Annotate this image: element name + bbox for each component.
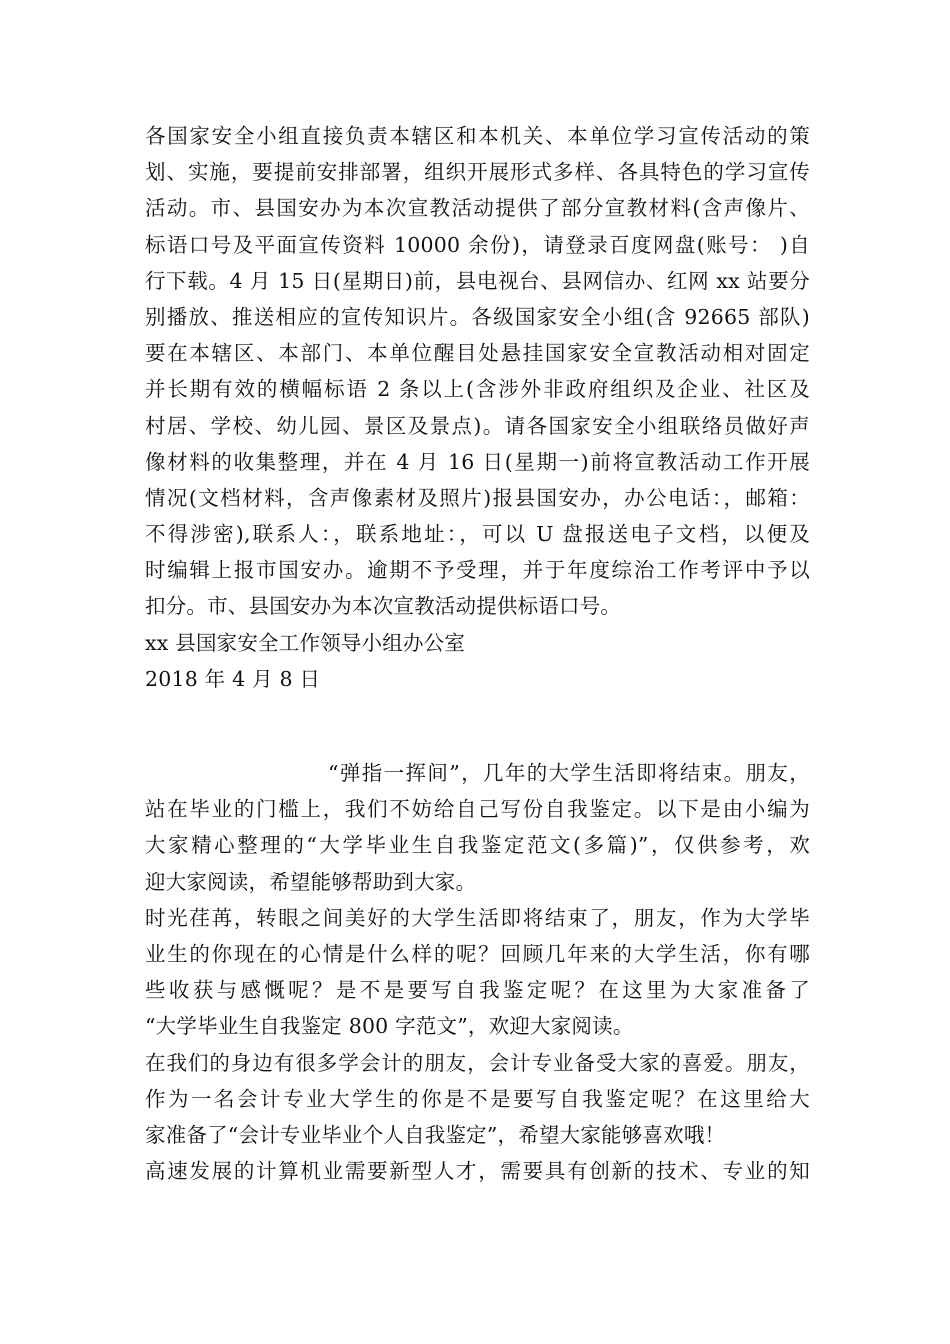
text-line: “大学毕业生自我鉴定 800 字范文”，欢迎大家阅读。 — [145, 1014, 634, 1039]
text-line: 各国家安全小组直接负责本辖区和本机关、本单位学习宣传活动的策 — [145, 124, 810, 148]
text-line: 时编辑上报市国安办。逾期不予受理，并于年度综治工作考评中予以 — [145, 558, 810, 583]
text-line: 家准备了“会计专业毕业个人自我鉴定”，希望大家能够喜欢哦！ — [145, 1122, 726, 1147]
text-line: 别播放、推送相应的宣传知识片。各级国家安全小组(含 92665 部队) — [145, 304, 810, 329]
text-line: 并长期有效的横幅标语 2 条以上(含涉外非政府组织及企业、社区及 — [145, 377, 810, 402]
text-line: 迎大家阅读，希望能够帮助到大家。 — [145, 869, 477, 894]
text-line: 在我们的身边有很多学会计的朋友，会计专业备受大家的喜爱。朋友， — [145, 1050, 810, 1075]
text-line: 情况(文档材料，含声像素材及照片)报县国安办，办公电话：，邮箱： — [145, 485, 810, 510]
text-line: 高速发展的计算机业需要新型人才，需要具有创新的技术、专业的知 — [145, 1159, 810, 1184]
text-line: 扣分。市、县国安办为本次宣教活动提供标语口号。 — [145, 594, 622, 619]
text-line: 不得涉密),联系人：，联系地址：，可以 U 盘报送电子文档，以便及 — [145, 522, 810, 547]
text-line: 些收获与感慨呢？是不是要写自我鉴定呢？在这里为大家准备了 — [145, 978, 810, 1003]
text-line: 标语口号及平面宣传资料 10000 余份)，请登录百度网盘(账号： )自 — [145, 232, 810, 257]
text-line: 行下载。4 月 15 日(星期日)前，县电视台、县网信办、红网 xx 站要分 — [145, 268, 810, 293]
document-page — [145, 118, 810, 1189]
intro-paragraph — [145, 755, 810, 900]
text-line: 作为一名会计专业大学生的你是不是要写自我鉴定呢？在这里给大 — [145, 1086, 810, 1111]
text-line: 站在毕业的门槛上，我们不妨给自己写份自我鉴定。以下是由小编为 — [145, 797, 810, 822]
paragraph-accounting — [145, 1045, 810, 1190]
date: 2018 年 4 月 8 日 — [145, 666, 321, 691]
text-line: 村居、学校、幼儿园、景区及景点)。请各国家安全小组联络员做好声 — [145, 413, 810, 438]
text-line: 活动。市、县国安办为本次宣教活动提供了部分宣教材料(含声像片、 — [145, 196, 810, 221]
text-line: 业生的你现在的心情是什么样的呢？回顾几年来的大学生活，你有哪 — [145, 941, 810, 966]
signature: xx 县国家安全工作领导小组办公室 — [145, 630, 466, 655]
text-line: 划、实施，要提前安排部署，组织开展形式多样、各具特色的学习宣传 — [145, 160, 810, 185]
section-gap — [145, 697, 810, 755]
text-line: “弹指一挥间”，几年的大学生活即将结束。朋友， — [328, 761, 810, 785]
text-line: 像材料的收集整理，并在 4 月 16 日(星期一)前将宣教活动工作开展 — [145, 449, 810, 474]
paragraph-graduate — [145, 900, 810, 1045]
notice-paragraph — [145, 118, 810, 625]
text-line: 时光荏苒，转眼之间美好的大学生活即将结束了，朋友，作为大学毕 — [145, 905, 810, 930]
text-line: 要在本辖区、本部门、本单位醒目处悬挂国家安全宣教活动相对固定 — [145, 341, 810, 366]
text-line: 大家精心整理的“大学毕业生自我鉴定范文(多篇)”，仅供参考，欢 — [145, 833, 810, 858]
